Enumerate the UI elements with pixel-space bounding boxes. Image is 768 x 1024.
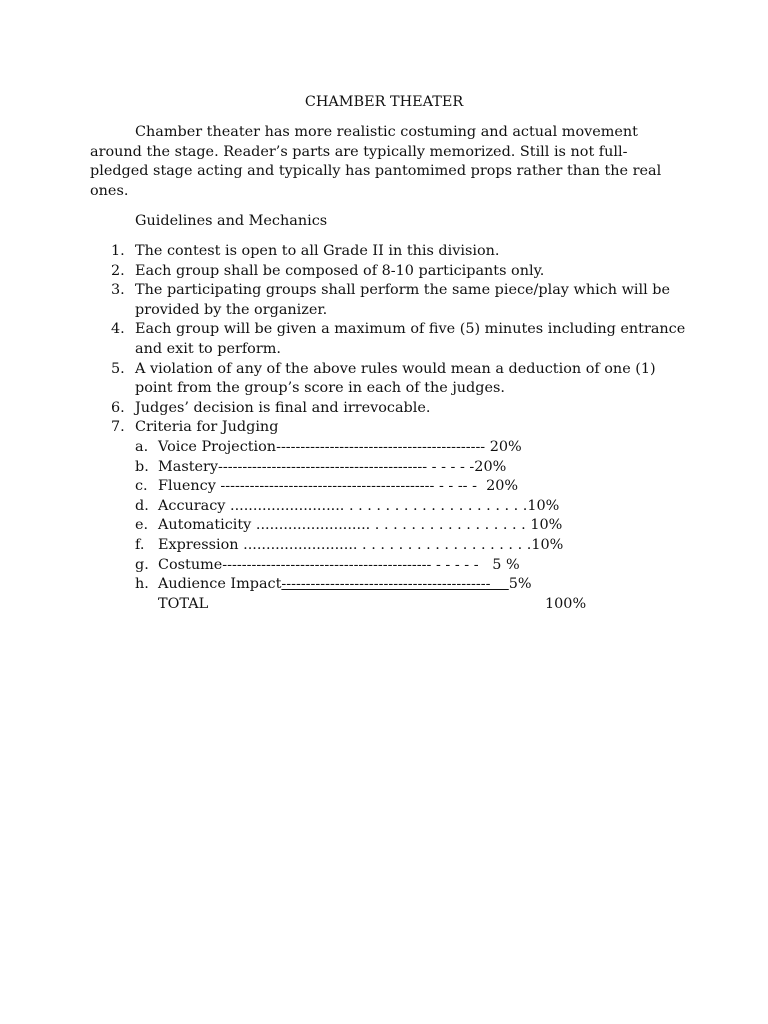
guidelines-list	[90, 242, 690, 614]
criteria-letter: g.	[135, 556, 149, 573]
criteria-item	[135, 516, 690, 536]
criteria-leader: -------------------------------------------	[276, 438, 490, 455]
criteria-percent: 20%	[474, 458, 507, 475]
intro-text: Chamber theater has more realistic costuming and actual movement around the stage. Reader’s parts are typically memorized. Still is not full-pledged stage acting and typically has pantomimed props rather than the real ones.	[90, 124, 662, 199]
criteria-item	[135, 575, 690, 595]
list-item	[90, 262, 690, 282]
list-item	[90, 320, 690, 359]
criteria-name: Voice Projection	[158, 438, 277, 455]
list-item	[90, 242, 690, 262]
criteria-item	[135, 497, 690, 517]
criteria-item	[135, 556, 690, 576]
list-text: Judges’ decision is final and irrevocable.	[135, 399, 431, 416]
list-text: Each group will be given a maximum of five (5) minutes including entrance and exit to perform.	[135, 321, 686, 357]
list-item	[90, 360, 690, 399]
criteria-item	[135, 536, 690, 556]
criteria-percent: 20%	[489, 438, 522, 455]
criteria-percent: 10%	[530, 517, 563, 534]
list-number: 1.	[111, 243, 125, 259]
criteria-name: Expression	[158, 536, 239, 553]
criteria-letter: h.	[135, 576, 149, 593]
criteria-leader: -------------------------------------------- - - -- -	[215, 478, 487, 495]
list-item	[90, 418, 690, 614]
criteria-name: Automaticity	[158, 517, 252, 534]
criteria-percent: 20%	[486, 478, 519, 495]
criteria-leader: ------------------------------------------- - - - - -	[222, 556, 493, 573]
guidelines-heading: Guidelines and Mechanics	[135, 213, 328, 229]
list-text: Each group shall be composed of 8-10 participants only.	[135, 262, 545, 279]
criteria-item	[135, 477, 690, 497]
intro-paragraph	[90, 123, 672, 201]
list-number: 4.	[111, 321, 125, 338]
list-number: 2.	[111, 262, 125, 279]
criteria-letter: f.	[135, 536, 145, 553]
criteria-percent: 5 %	[492, 556, 520, 573]
criteria-name: Costume	[158, 556, 223, 573]
criteria-item	[135, 438, 690, 458]
list-text: The participating groups shall perform the same piece/play which will be provided by the organizer.	[135, 282, 671, 318]
criteria-leader: ------------------------------------------- - - - - -	[218, 458, 475, 475]
criteria-leader-underlined: -------------------------------------------	[281, 576, 509, 593]
criteria-item	[135, 458, 690, 478]
list-number: 6.	[111, 399, 125, 416]
criteria-letter: d.	[135, 497, 149, 514]
criteria-name: Audience Impact	[158, 576, 282, 593]
list-item	[90, 281, 690, 320]
criteria-name: Fluency	[158, 478, 216, 495]
list-number: 5.	[111, 360, 125, 377]
list-text: A violation of any of the above rules would mean a deduction of one (1) point from the group’s score in each of the judges.	[135, 360, 656, 397]
criteria-name: Accuracy	[158, 497, 226, 514]
total-value: 100%	[545, 595, 587, 612]
list-number: 7.	[111, 419, 125, 436]
list-text: The contest is open to all Grade II in this division.	[135, 243, 500, 259]
criteria-letter: a.	[135, 438, 149, 455]
criteria-percent: 5%	[508, 576, 532, 593]
criteria-leader: ......................... . . . . . . . . . . . . . . . . . . . .	[225, 497, 528, 514]
list-number: 3.	[111, 282, 125, 299]
page-title: CHAMBER THEATER	[304, 94, 464, 110]
criteria-leader: ......................... . . . . . . . . . . . . . . . . .	[251, 517, 531, 534]
list-item	[90, 399, 690, 419]
criteria-percent: 10%	[527, 497, 560, 514]
criteria-name: Mastery	[158, 458, 219, 475]
criteria-letter: e.	[135, 517, 149, 534]
list-text: Criteria for Judging	[135, 419, 279, 436]
criteria-leader: ......................... . . . . . . . . . . . . . . . . . . .	[238, 536, 532, 553]
criteria-letter: c.	[135, 478, 148, 495]
total-label: TOTAL	[158, 595, 209, 612]
criteria-percent: 10%	[531, 536, 564, 553]
criteria-list	[135, 438, 690, 595]
criteria-letter: b.	[135, 458, 149, 475]
total-row	[135, 595, 690, 615]
